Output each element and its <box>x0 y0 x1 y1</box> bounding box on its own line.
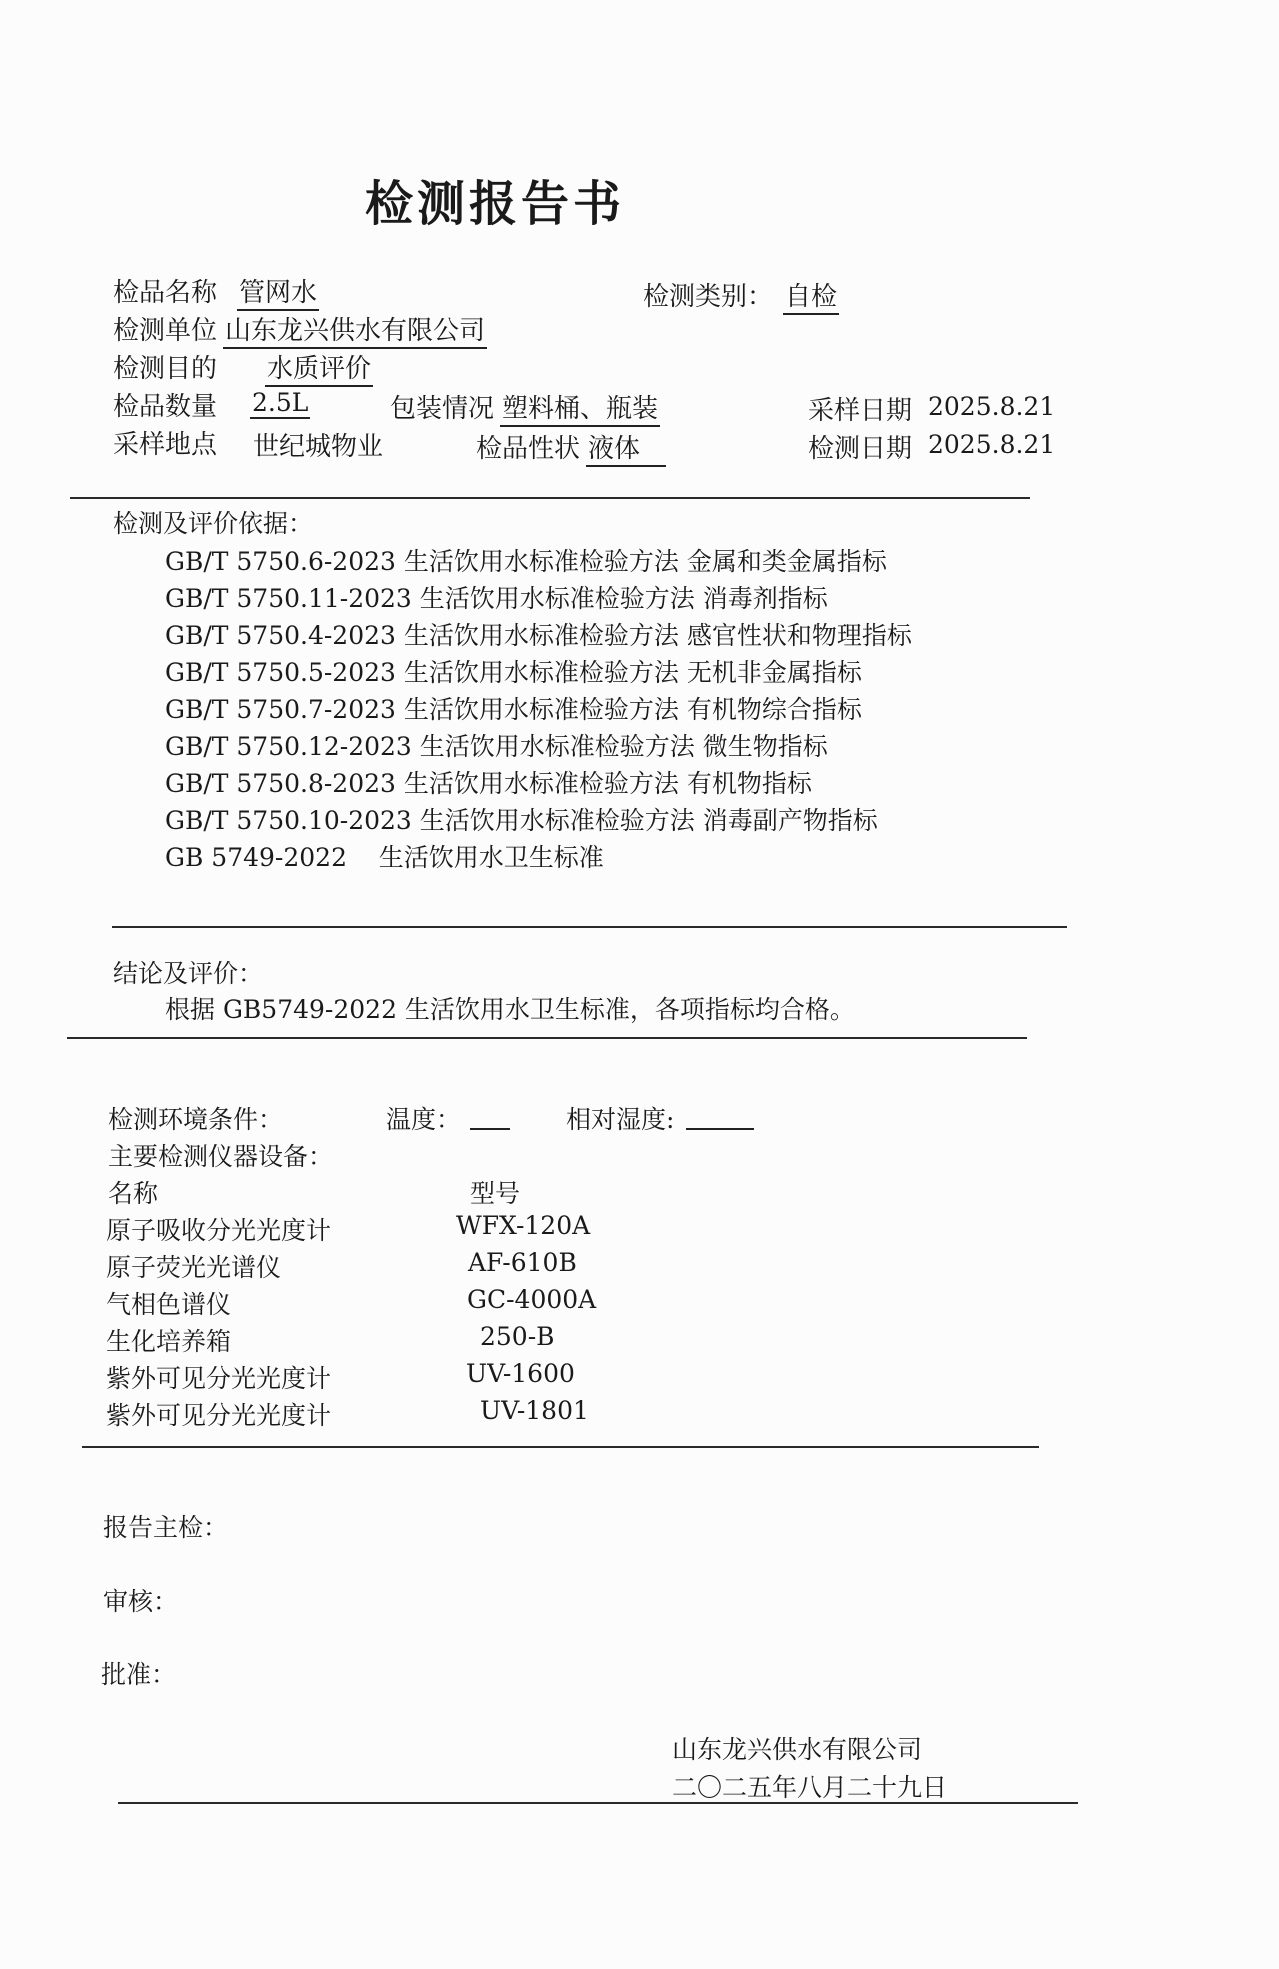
basis-item: GB/T 5750.8-2023 生活饮用水标准检验方法 有机物指标 <box>165 769 812 798</box>
basis-item: GB/T 5750.11-2023 生活饮用水标准检验方法 消毒剂指标 <box>165 584 828 613</box>
conclusion-text: 根据 GB5749-2022 生活饮用水卫生标准，各项指标均合格。 <box>165 995 855 1024</box>
divider-3 <box>67 1037 1027 1039</box>
quantity-value: 2.5L <box>252 388 309 417</box>
temperature-blank <box>470 1128 510 1130</box>
instrument-model: UV-1801 <box>480 1396 589 1425</box>
divider-5 <box>118 1802 1078 1804</box>
instrument-name: 气相色谱仪 <box>106 1290 232 1319</box>
basis-item: GB 5749-2022 生活饮用水卫生标准 <box>165 843 604 872</box>
footer-date: 二〇二五年八月二十九日 <box>672 1773 948 1802</box>
sample-name-value: 管网水 <box>237 272 319 311</box>
test-date-label: 检测日期 <box>808 434 913 464</box>
humidity-blank <box>686 1128 754 1130</box>
instrument-model-header: 型号 <box>470 1179 521 1208</box>
instrument-model: GC-4000A <box>467 1285 597 1314</box>
purpose-value: 水质评价 <box>265 348 373 387</box>
approver-label: 批准： <box>101 1660 177 1689</box>
divider-2 <box>112 926 1067 928</box>
unit-value: 山东龙兴供水有限公司 <box>223 310 487 349</box>
page-title: 检测报告书 <box>365 176 626 232</box>
basis-heading: 检测及评价依据： <box>113 509 314 538</box>
packaging-value: 塑料桶、瓶装 <box>500 388 660 427</box>
footer-company: 山东龙兴供水有限公司 <box>672 1735 923 1764</box>
basis-item: GB/T 5750.5-2023 生活饮用水标准检验方法 无机非金属指标 <box>165 658 862 687</box>
temperature-label: 温度： <box>386 1105 462 1134</box>
packaging-label: 包装情况 <box>390 394 495 424</box>
test-type-value: 自检 <box>783 276 839 315</box>
conclusion-heading: 结论及评价： <box>113 959 264 988</box>
location-value: 世纪城物业 <box>253 432 384 462</box>
location-label: 采样地点 <box>113 430 218 460</box>
test-type-label: 检测类别： <box>643 282 774 312</box>
divider-1 <box>70 497 1030 499</box>
divider-4 <box>82 1446 1039 1448</box>
environment-label: 检测环境条件： <box>108 1105 284 1134</box>
instrument-name: 生化培养箱 <box>106 1327 232 1356</box>
basis-item: GB/T 5750.10-2023 生活饮用水标准检验方法 消毒副产物指标 <box>165 806 878 835</box>
unit-label: 检测单位 <box>113 316 218 346</box>
humidity-label: 相对湿度: <box>566 1105 675 1134</box>
purpose-label: 检测目的 <box>113 354 218 384</box>
quantity-label: 检品数量 <box>113 392 218 422</box>
instrument-name-header: 名称 <box>108 1179 159 1208</box>
basis-item: GB/T 5750.6-2023 生活饮用水标准检验方法 金属和类金属指标 <box>165 547 887 576</box>
instrument-name: 原子荧光光谱仪 <box>106 1253 282 1282</box>
sample-name-label: 检品名称 <box>113 278 218 308</box>
instrument-name: 紫外可见分光光度计 <box>106 1364 332 1393</box>
basis-item: GB/T 5750.12-2023 生活饮用水标准检验方法 微生物指标 <box>165 732 828 761</box>
inspector-label: 报告主检： <box>103 1513 229 1542</box>
instrument-model: 250-B <box>480 1322 555 1351</box>
reviewer-label: 审核： <box>103 1587 179 1616</box>
instruments-heading: 主要检测仪器设备： <box>108 1142 334 1171</box>
instrument-model: WFX-120A <box>456 1211 591 1240</box>
basis-item: GB/T 5750.4-2023 生活饮用水标准检验方法 感官性状和物理指标 <box>165 621 912 650</box>
sampling-date-label: 采样日期 <box>808 396 913 426</box>
instrument-name: 原子吸收分光光度计 <box>106 1216 332 1245</box>
instrument-model: UV-1600 <box>466 1359 575 1388</box>
state-value: 液体 <box>586 428 666 467</box>
state-label: 检品性状 <box>476 434 581 464</box>
sampling-date-value: 2025.8.21 <box>928 392 1056 421</box>
test-date-value: 2025.8.21 <box>928 430 1056 459</box>
instrument-model: AF-610B <box>468 1248 577 1277</box>
basis-item: GB/T 5750.7-2023 生活饮用水标准检验方法 有机物综合指标 <box>165 695 862 724</box>
instrument-name: 紫外可见分光光度计 <box>106 1401 332 1430</box>
